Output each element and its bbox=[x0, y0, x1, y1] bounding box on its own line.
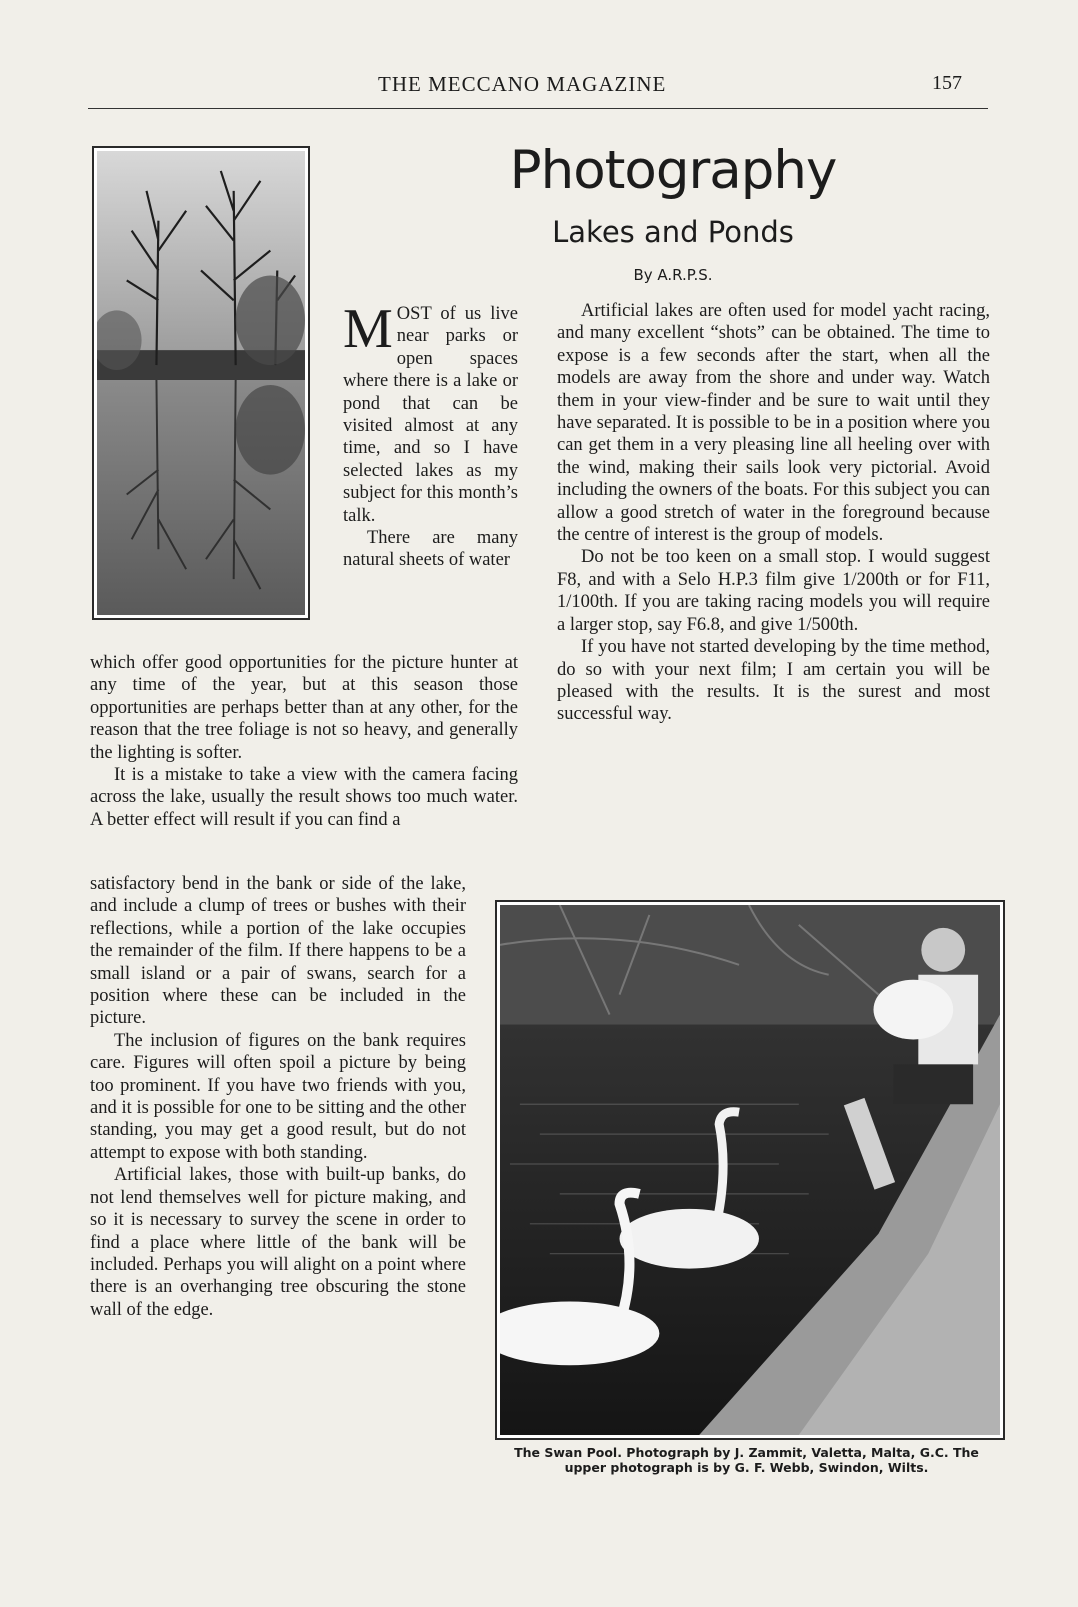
left-column-narrow bbox=[343, 298, 518, 572]
swan-pool-photo bbox=[495, 900, 1005, 1440]
photo-caption: The Swan Pool. Photograph by J. Zammit, Valetta, Malta, G.C. The upper photograph is by G. F. Webb, Swindon, Wilts. bbox=[514, 1445, 979, 1475]
page-number: 157 bbox=[932, 72, 962, 94]
article-title: Photography bbox=[509, 140, 837, 201]
left-column-full bbox=[90, 652, 518, 831]
left-column-lower bbox=[90, 873, 466, 1321]
right-column bbox=[557, 300, 990, 726]
paragraph: If you have not started developing by the time method, do so with your next film; I am certain you will be pleased with the results. It is the surest and most successful way. bbox=[557, 637, 990, 725]
article-byline: By A.R.P.S. bbox=[633, 266, 713, 284]
paragraph: There are many natural sheets of water bbox=[343, 528, 518, 571]
paragraph: Do not be too keen on a small stop. I would suggest F8, and with a Selo H.P.3 film give 1/200th or for F11, 1/100th. If you are taking racing models you will require a larger stop, say F6.8, and give 1/500th. bbox=[557, 547, 990, 635]
paragraph: MOST of us live near parks or open spaces where there is a lake or pond that can be visited almost at any time, and so I have selected lakes as my subject for this month’s talk. bbox=[343, 298, 518, 526]
paragraph: satisfactory bend in the bank or side of the lake, and include a clump of trees or bushes with their reflections, while a portion of the lake occupies the remainder of the film. If there happens to be a small island or a pair of swans, search for a position where these can be included in the picture. bbox=[90, 874, 466, 1029]
paragraph: It is a mistake to take a view with the camera facing across the lake, usually the result shows too much water. A better effect will result if you can find a bbox=[90, 765, 518, 830]
running-header bbox=[88, 68, 988, 109]
magazine-title: THE MECCANO MAGAZINE bbox=[378, 72, 667, 96]
drop-cap: M bbox=[343, 298, 393, 360]
article-subtitle: Lakes and Ponds bbox=[552, 215, 794, 249]
paragraph: The inclusion of figures on the bank requires care. Figures will often spoil a picture by being too prominent. If you have two friends with you, and it is possible for one to be sitting and the other standing, you may get a good result, but do not attempt to expose with both standing. bbox=[90, 1030, 466, 1163]
trees-reflection-photo bbox=[92, 146, 310, 620]
paragraph: Artificial lakes are often used for model yacht racing, and many excellent “shots” can be obtained. The time to expose is a few seconds after the start, when all the models are away from the shore and under way. Watch them in your view-finder and be sure to wait until they have separated. It is possible to be in a position where you can get them in a very pleasing line all heeling over with the wind, making their sails look very pictorial. Avoid including the owners of the boats. For this subject you can allow a good stretch of water in the foreground because the centre of interest is the group of models. bbox=[557, 301, 990, 546]
paragraph: Artificial lakes, those with built-up banks, do not lend themselves well for picture making, and so it is necessary to survey the scene in order to find a place where little of the bank will be included. Perhaps you will alight on a point where there is an overhanging tree obscuring the stone wall of the edge. bbox=[90, 1165, 466, 1320]
paragraph: which offer good opportunities for the picture hunter at any time of the year, but at this season those opportunities are perhaps better than at any other, for the reason that the tree foliage is not so heavy, and generally the lighting is softer. bbox=[90, 653, 518, 763]
